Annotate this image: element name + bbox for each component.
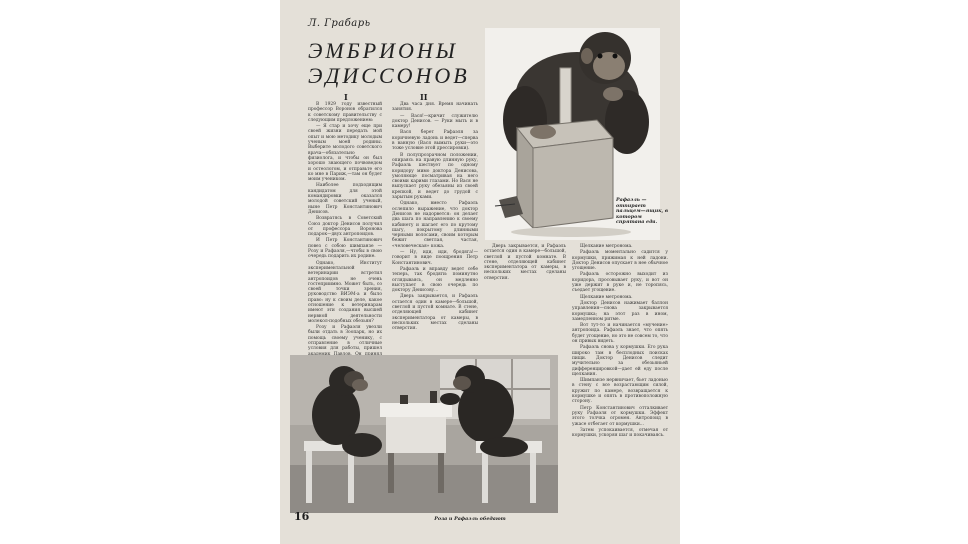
paragraph: — Вася!—кричит служителю доктор Денисов. — Руки мыть и в камеру! (392, 113, 478, 130)
paragraph: В 1929 году известный профессор Воронов обратился к советскому правительству с следующим предложением: (308, 102, 382, 123)
top-photo-caption: Рафаэль — отпирает пальцем—ящик, в котором спрятана еда. (616, 197, 669, 226)
paragraph: Дверь закрывается, и Рафаэль остается один в камере—большой, светлой и пустой комнате. В стене, отделяющей кабинет экспериментатора от камеры, в нескольких местах сделаны отверстия. (392, 294, 478, 332)
paragraph: Рафаэль снова у кормушки. Его рука широко там в бесплодных поисках пищи. Доктор Денисов следит мучительно за обезьяньей дифференцировкой—дает ей еду после щелкания. (572, 345, 668, 377)
paragraph: — Ну, иди, иди, бродяга!—говорит в виде поощрения Петр Константинович. (392, 250, 478, 266)
page-number: 16 (294, 510, 310, 523)
bottom-photo-caption: Роза и Рафаэль обедают (434, 516, 506, 522)
chimps-dining-photo (290, 355, 558, 513)
article-title (308, 38, 470, 88)
text-column-1 (308, 102, 382, 352)
magazine-page (280, 0, 680, 544)
paragraph: Щелкание метронома. (580, 244, 633, 249)
title-line-1: ЭМБРИОНЫ (308, 38, 458, 63)
text-column-2 (392, 102, 478, 350)
paragraph: Возвратясь в Советский Союз доктор Денисов получил от профессора Воронова подарок—двух антропоидов. (308, 216, 382, 238)
paragraph: Затем успокаивается, отмечая от кормушки, ускоряя шаг и покачиваясь. (572, 427, 668, 439)
paragraph: — Я стар и хочу еще при своей жизни передать мой опыт и мою методику молодым ученым моей родины. Выберите молодого советского врача—обязательно физиолога, и чтобы он был хорошо знающего почвоведом и остеологом, и отправьте его ко мне в Париж,—там он будет моим учеником. (308, 124, 382, 183)
paragraph: Рафаэль моментально садится у кормушки, прижимая к ней ладони. Доктор Денисов опускает в нее обычное угощение. (572, 250, 668, 272)
paragraph: Шимпанзе нервничает, бьет ладонью в стену с все возрастающим силой, кружит по камере, возвращается к кормушке и опять в противоположную сторону. (572, 378, 668, 405)
paragraph: Два часа дня. Время начинать занятия. (392, 102, 478, 113)
paragraph: Однако, вместо Рафаэль ослепило выражение, что доктор Денисов не надорвется: он делает два шага по направлению к своему кабинету и шагает его по крутому шагу, покрытому длинными черными волосами, своим которым бежит светлая, частая, «человеческая» кожа. (392, 201, 478, 249)
paragraph: Рафаэль осторожно выходит из коридора, просовывает руку, и вот он уже держит в руке и, не торопясь, съедает угощение. (572, 272, 668, 294)
chimps-dining-illustration (290, 355, 558, 513)
title-line-2: ЭДИССОНОВ (308, 63, 470, 88)
text-column-3 (572, 244, 668, 514)
paragraph: И Петр Константинович повез с собою шимпанзе — Розу и Рафаэля,—чтобы в свою очередь подарить их родине. (308, 238, 382, 260)
paragraph: В полупрозрачном положении, опираясь на правую длинную руку, Рафаэль шествует по одному коридору мимо доктора Денисова, умоляюще посматривая на него своими карими глазами. Но Вася не выпускает руку обезьяны из своей крепкой, и ведет до грудой с зарытым руками. (392, 152, 478, 201)
section-number-1: I (344, 92, 348, 102)
paragraph: Петр Константинович отталкивает руку Рафаэля от кормушки. Эффект этого толчка огромен. Антропоид в ужасе отбегает от кормушки... (572, 405, 668, 427)
paragraph: Однако, Институт экспериментальной ветеринарии встретил антропоидов не очень гостеприимно. Может быть, со своей точки зрения, руководство ВИЭМ-а и было право: ну к своим деле, какое отношение к ветеринарам имеют эти создания высшей нервной деятельности молекол-подобных обезьян? (308, 260, 382, 324)
paragraph: Вот тут-то и начинается «мучение» антропоида. Рафаэль знает, что опять будет угощение, но это не совсем то, что он привык видеть. (572, 323, 668, 345)
paragraph: Вася берет Рафаэля за коричневую ладонь и ведет—сперва в ванную (Вася вымыть руки—это тоже условие этой дрессировки). (392, 130, 478, 152)
section-number-2: II (420, 92, 428, 102)
paragraph: Дверь закрывается, и Рафаэль остается один в камере—большой, светлой и пустой комнате. В стене, отделяющей кабинет экспериментатора от камеры, в нескольких местах сделаны отверстия. (484, 244, 566, 281)
paragraph: Щелкание метронома. (580, 294, 633, 300)
author-name: Л. Грабарь (308, 18, 371, 29)
paragraph: Доктор Денисов нажимает баллон управления—снова закрывается кормушка; на этот раз в ином, замедленном ритме. (572, 300, 668, 322)
paragraph: Рафаэль и вправду ведет себе теперь, так бродяги: поминутно оглядываясь, он медленно выступает в свою очередь по доктору Денисову... (392, 266, 478, 294)
paragraph: Розу и Рафаэля увезли были отдать в Зоопарк, но их помощь своему ученику, с отправление в отличные условия для работы, пришел (308, 325, 382, 352)
paragraph: Наиболее подходящим кандидатом для этой командировки оказался молодой советский ученый, ныне Петр Константинович Денисов. (308, 183, 382, 215)
text-column-3a (484, 244, 566, 350)
